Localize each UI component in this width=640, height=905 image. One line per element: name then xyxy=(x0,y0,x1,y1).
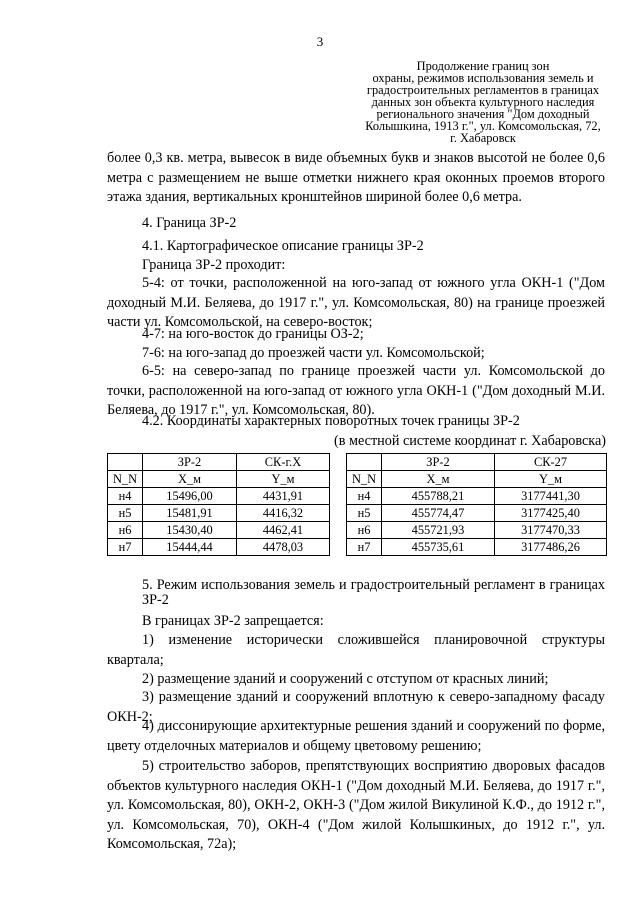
coord-x: 15496,00 xyxy=(143,488,237,505)
table-header-cell: Y_м xyxy=(495,471,607,488)
boundary-segment-6-5: 6-5: на северо-запад по границе проезжей части ул. Комсомольской до точки, расположенной на юго-запад от южного угла ОКН-1 ("Дом доходный М.И. Беляева, до 1917 г.", ул. Комсомольская, 80). xyxy=(107,363,605,419)
table-header-cell: X_м xyxy=(382,471,495,488)
section-4-title: 4. Граница ЗР-2 xyxy=(142,215,237,231)
section-5-title: 5. Режим использования земель и градостроительный регламент в границах ЗР-2 xyxy=(142,577,605,608)
coord-y: 3177470,33 xyxy=(495,522,607,539)
prohibition-item-1: 1) изменение исторически сложившейся планировочной структуры квартала; xyxy=(107,632,605,668)
table-row xyxy=(108,522,607,539)
coord-y: 3177441,30 xyxy=(495,488,607,505)
point-id: н4 xyxy=(108,488,143,505)
table-row xyxy=(108,539,607,556)
prohibition-item-4: 4) диссонирующие архитектурные решения зданий и сооружений по форме, цвету отделочных материалов и общему цветовому решению; xyxy=(107,718,605,754)
table-header-row xyxy=(108,471,607,488)
table-header-cell: Y_м xyxy=(237,471,330,488)
table-gap xyxy=(330,488,347,505)
header-line: регионального значения "Дом доходный xyxy=(376,107,590,121)
point-id: н6 xyxy=(108,522,143,539)
table-gap xyxy=(330,471,347,488)
table-gap xyxy=(330,505,347,522)
point-id: н4 xyxy=(347,488,382,505)
table-row xyxy=(108,488,607,505)
header-line: Продолжение границ зон xyxy=(416,59,550,73)
page-number: 3 xyxy=(316,34,324,49)
section-4-2-title: 4.2. Координаты характерных поворотных точек границы ЗР-2 xyxy=(142,413,520,429)
header-line: Колышкина, 1913 г.", ул. Комсомольская, 72, xyxy=(365,119,601,133)
table-header-cell xyxy=(347,454,382,471)
boundary-segment-7-6: 7-6: на юго-запад до проезжей части ул. Комсомольской; xyxy=(142,345,485,361)
intro-paragraph: более 0,3 кв. метра, вывесок в виде объемных букв и знаков высотой не более 0,6 метра с размещением не выше отметки нижнего края оконных проемов второго этажа здания, вертикальных кронштейнов шириной более 0,6 метра. xyxy=(107,150,605,206)
table-header-row xyxy=(108,454,607,471)
table-header-cell: СК-27 xyxy=(495,454,607,471)
table-header-cell: X_м xyxy=(143,471,237,488)
point-id: н7 xyxy=(347,539,382,556)
coord-y: 4416,32 xyxy=(237,505,330,522)
coord-y: 3177425,40 xyxy=(495,505,607,522)
coord-x: 15481,91 xyxy=(143,505,237,522)
point-id: н5 xyxy=(108,505,143,522)
coord-x: 455735,61 xyxy=(382,539,495,556)
coord-y: 3177486,26 xyxy=(495,539,607,556)
point-id: н6 xyxy=(347,522,382,539)
coord-y: 4462,41 xyxy=(237,522,330,539)
table-gap xyxy=(330,539,347,556)
table-header-cell: N_N xyxy=(347,471,382,488)
point-id: н5 xyxy=(347,505,382,522)
boundary-segment-4-7: 4-7: на юго-восток до границы ОЗ-2; xyxy=(142,326,364,342)
prohibition-item-2: 2) размещение зданий и сооружений с отступом от красных линий; xyxy=(142,671,549,687)
table-gap xyxy=(330,454,347,471)
table-row xyxy=(108,505,607,522)
header-line: градостроительных регламентов в границах xyxy=(366,83,600,97)
prohibition-item-3: 3) размещение зданий и сооружений вплотную к северо-западному фасаду ОКН-2; xyxy=(107,689,605,725)
coord-x: 455774,47 xyxy=(382,505,495,522)
table-header-cell: ЗР-2 xyxy=(143,454,237,471)
document-header xyxy=(353,60,613,144)
coord-x: 455788,21 xyxy=(382,488,495,505)
prohibition-item-5: 5) строительство заборов, препятствующих восприятию дворовых фасадов объектов культурного наследия ОКН-1 ("Дом доходный М.И. Беляева, до 1917 г.", ул. Комсомольская, 80), ОКН-2, ОКН-3 ("Дом жилой Викулиной К.Ф., до 1912 г.", ул. Комсомольская, 70), ОКН-4 ("Дом жилой Колышкиных, до 1912 г.", ул. Комсомольская, 72а); xyxy=(107,758,605,853)
coordinates-table xyxy=(107,453,607,556)
coord-x: 15430,40 xyxy=(143,522,237,539)
coord-y: 4431,91 xyxy=(237,488,330,505)
table-header-cell xyxy=(108,454,143,471)
table-header-cell: СК-г.Х xyxy=(237,454,330,471)
header-line: данных зон объекта культурного наследия xyxy=(371,95,595,109)
header-line: охраны, режимов использования земель и xyxy=(372,71,594,85)
table-header-cell: N_N xyxy=(108,471,143,488)
section-4-1-title: 4.1. Картографическое описание границы ЗР-2 xyxy=(142,238,424,254)
boundary-passes-label: Граница ЗР-2 проходит: xyxy=(142,257,286,273)
point-id: н7 xyxy=(108,539,143,556)
coord-y: 4478,03 xyxy=(237,539,330,556)
boundary-segment-5-4: 5-4: от точки, расположенной на юго-запад от южного угла ОКН-1 ("Дом доходный М.И. Беляева, до 1917 г.", ул. Комсомольская, 80) на границе проезжей части ул. Комсомольской, на северо-восток; xyxy=(107,275,605,331)
coordinate-system-note: (в местной системе координат г. Хабаровска) xyxy=(334,433,606,449)
table-header-cell: ЗР-2 xyxy=(382,454,495,471)
prohibited-label: В границах ЗР-2 запрещается: xyxy=(142,613,324,629)
header-line: г. Хабаровск xyxy=(450,131,516,145)
coord-x: 455721,93 xyxy=(382,522,495,539)
table-gap xyxy=(330,522,347,539)
coord-x: 15444,44 xyxy=(143,539,237,556)
